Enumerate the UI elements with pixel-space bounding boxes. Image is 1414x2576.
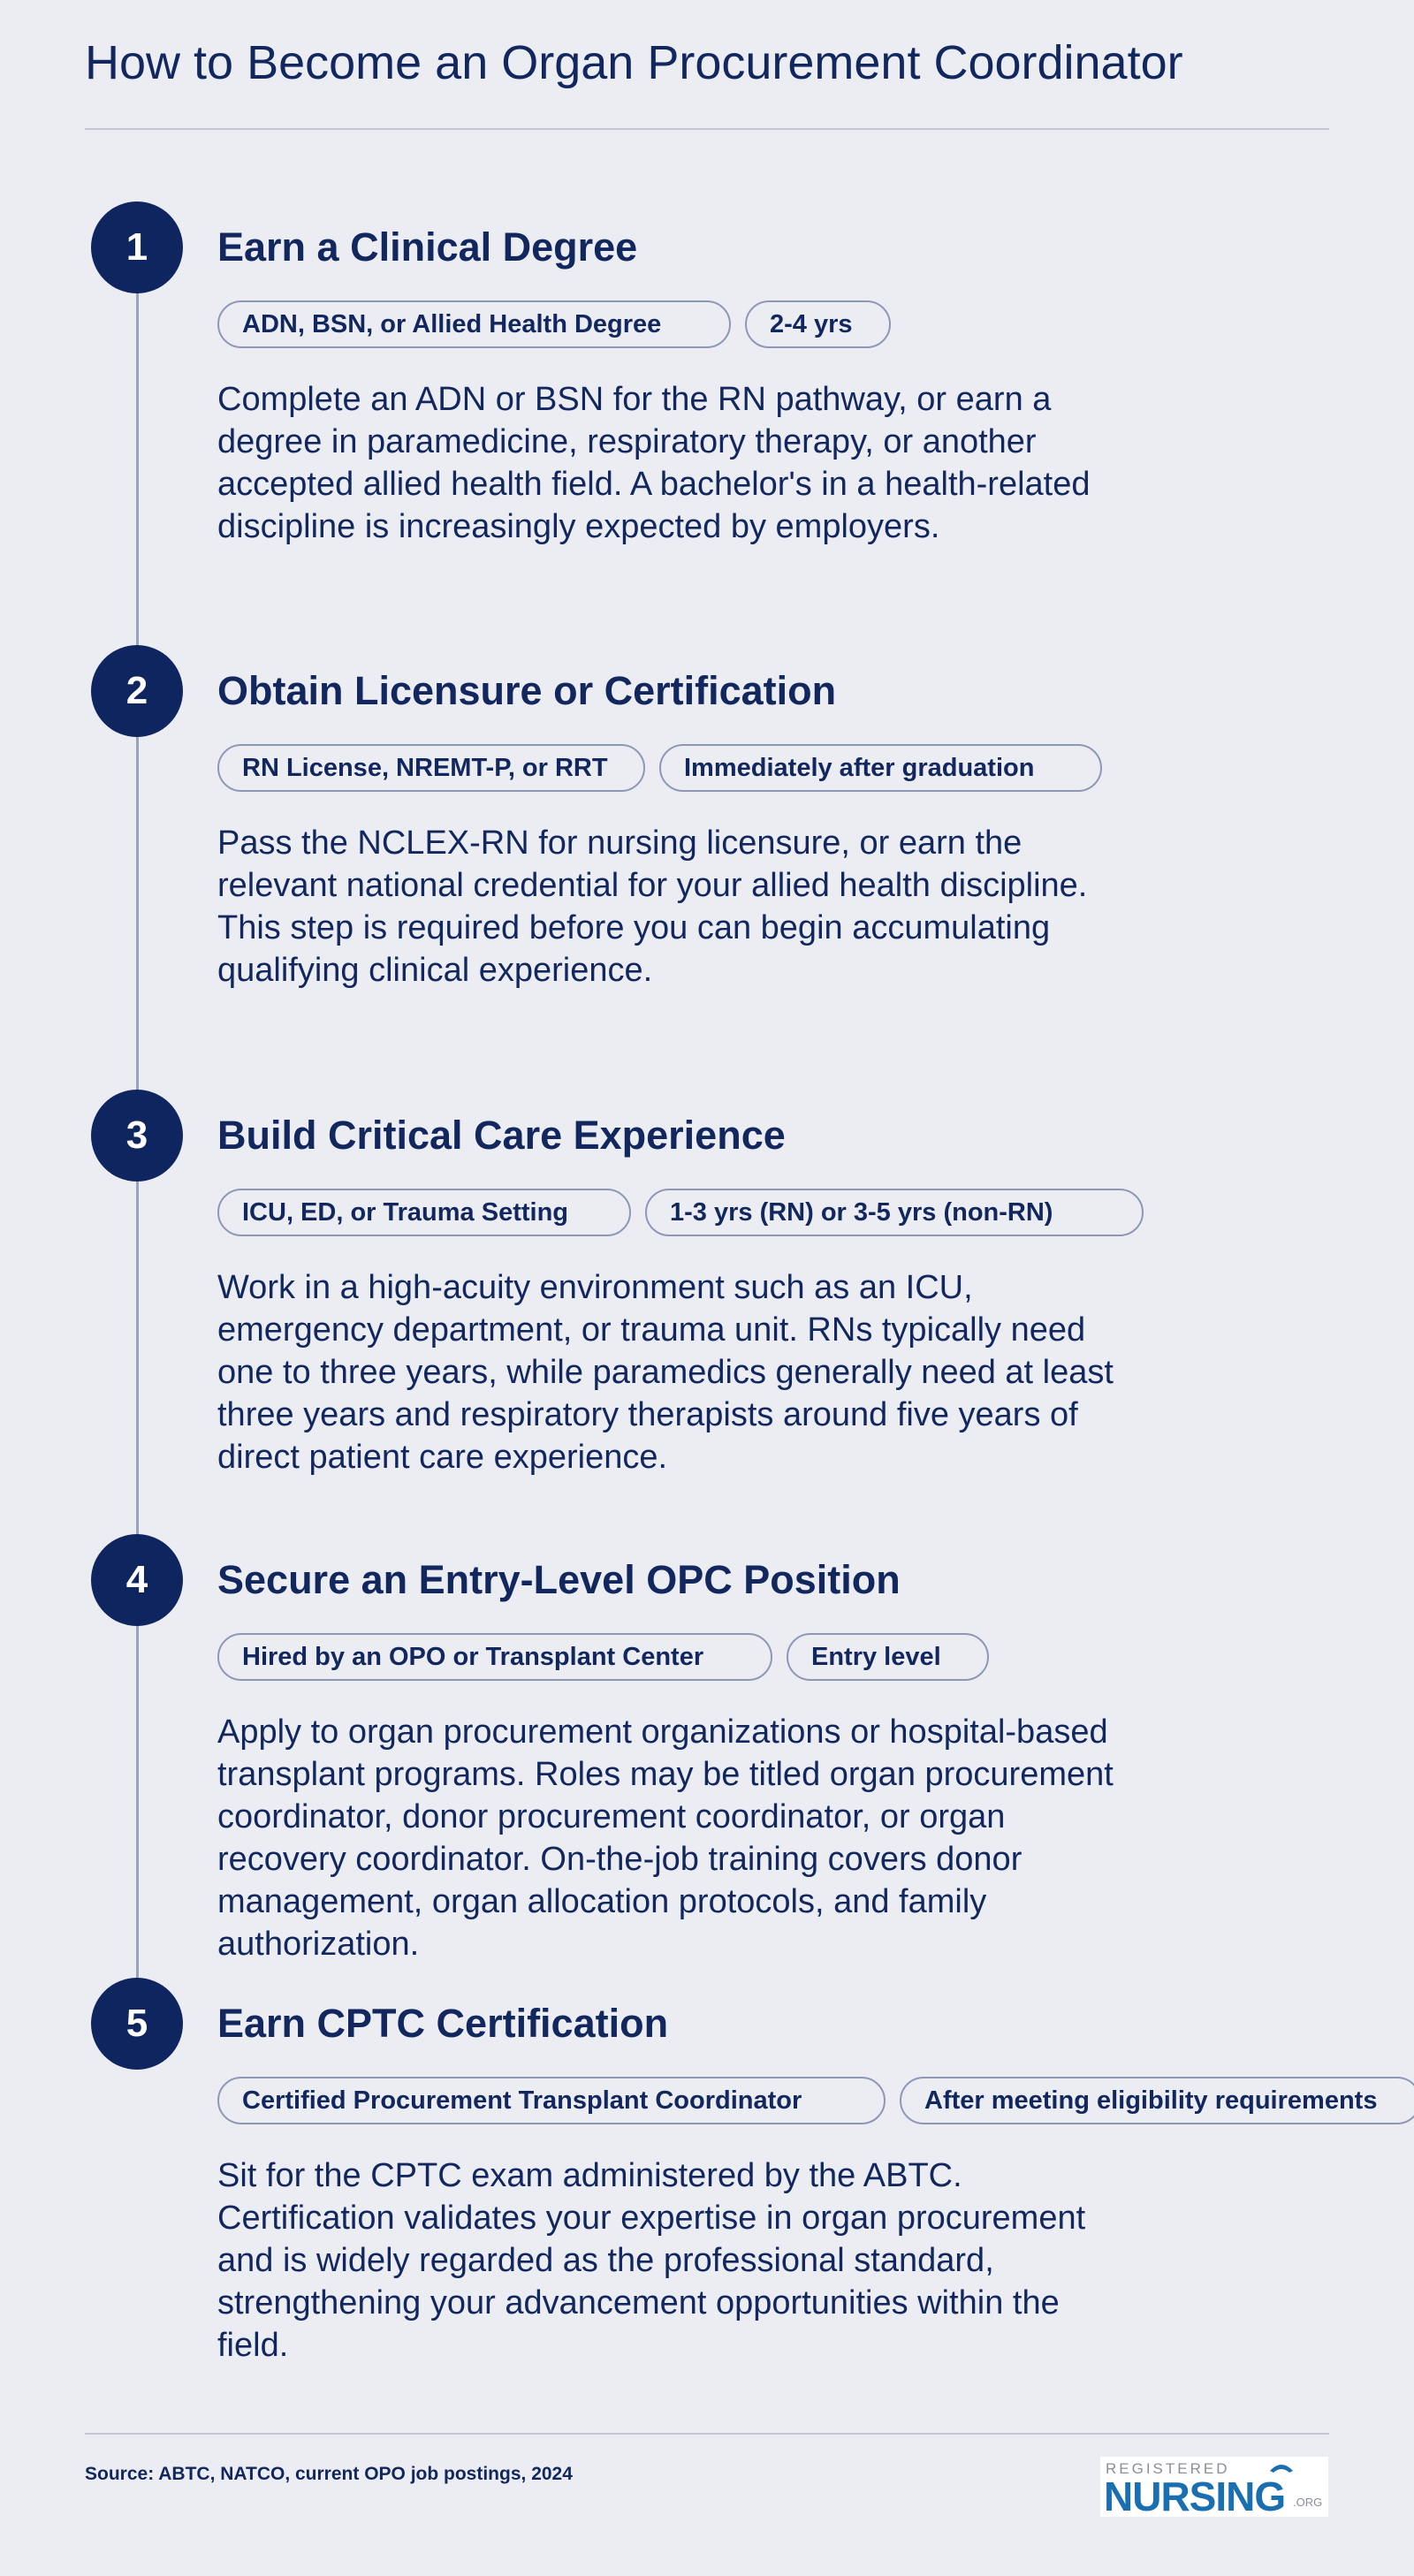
step-title: Obtain Licensure or Certification xyxy=(217,668,837,713)
step-tags xyxy=(217,1189,1144,1236)
timeframe-tag: Immediately after graduation xyxy=(659,744,1102,792)
step-title: Earn a Clinical Degree xyxy=(217,224,638,270)
timeframe-tag: After meeting eligibility requirements xyxy=(900,2077,1414,2124)
step-title: Secure an Entry-Level OPC Position xyxy=(217,1557,901,1602)
step-number-badge: 1 xyxy=(91,201,183,293)
timeframe-tag: Entry level xyxy=(787,1633,989,1681)
step-description: Work in a high-acuity environment such as an ICU, emergency department, or trauma unit. RNs typically need one to three years, while paramedics generally need at least three years and respiratory therapists around five years of direct patient care experience. xyxy=(217,1269,1114,1476)
credential-tag: RN License, NREMT-P, or RRT xyxy=(217,744,645,792)
step-tags xyxy=(217,300,891,348)
timeframe-tag: 2-4 yrs xyxy=(745,300,891,348)
timeframe-tag: 1-3 yrs (RN) or 3-5 yrs (non-RN) xyxy=(645,1189,1144,1236)
step-description: Pass the NCLEX-RN for nursing licensure, or earn the relevant national credential for your allied health discipline. This step is required before you can begin accumulating qualifying clinical experience. xyxy=(217,824,1088,989)
title-divider xyxy=(85,128,1329,130)
logo-main-text: NURSING xyxy=(1104,2473,1286,2519)
registered-nursing-logo xyxy=(1100,2457,1328,2517)
credential-tag: Hired by an OPO or Transplant Center xyxy=(217,1633,772,1681)
credential-tag: ADN, BSN, or Allied Health Degree xyxy=(217,300,731,348)
credential-tag: Certified Procurement Transplant Coordinator xyxy=(217,2077,886,2124)
credential-tag: ICU, ED, or Trauma Setting xyxy=(217,1189,631,1236)
logo-top-text: REGISTERED xyxy=(1106,2460,1230,2477)
step-number-badge: 3 xyxy=(91,1090,183,1182)
step-number-badge: 2 xyxy=(91,645,183,737)
step-description: Apply to organ procurement organizations or hospital-based transplant programs. Roles may be titled organ procurement coordinator, donor procurement coordinator, or organ recovery coordinator. On-the-job training covers donor management, organ allocation protocols, and family authorization. xyxy=(217,1714,1114,1963)
page-title: How to Become an Organ Procurement Coordinator xyxy=(85,36,1183,89)
step-number-badge: 4 xyxy=(91,1534,183,1626)
footer-divider xyxy=(85,2433,1329,2435)
source-note: Source: ABTC, NATCO, current OPO job postings, 2024 xyxy=(85,2464,573,2484)
step-tags xyxy=(217,1633,989,1681)
step-tags xyxy=(217,2077,1414,2124)
step-tags xyxy=(217,744,1102,792)
step-title: Build Critical Care Experience xyxy=(217,1113,786,1158)
step-title: Earn CPTC Certification xyxy=(217,2001,669,2046)
step-description: Complete an ADN or BSN for the RN pathway, or earn a degree in paramedicine, respiratory therapy, or another accepted allied health field. A bachelor's in a health-related discipline is increasingly expected by employers. xyxy=(217,381,1091,545)
step-number-badge: 5 xyxy=(91,1978,183,2070)
step-description: Sit for the CPTC exam administered by the ABTC. Certification validates your expertise in organ procurement and is widely regarded as the professional standard, strengthening your advancement opportunities within the field. xyxy=(217,2157,1086,2364)
logo-suffix-text: .ORG xyxy=(1293,2496,1323,2509)
